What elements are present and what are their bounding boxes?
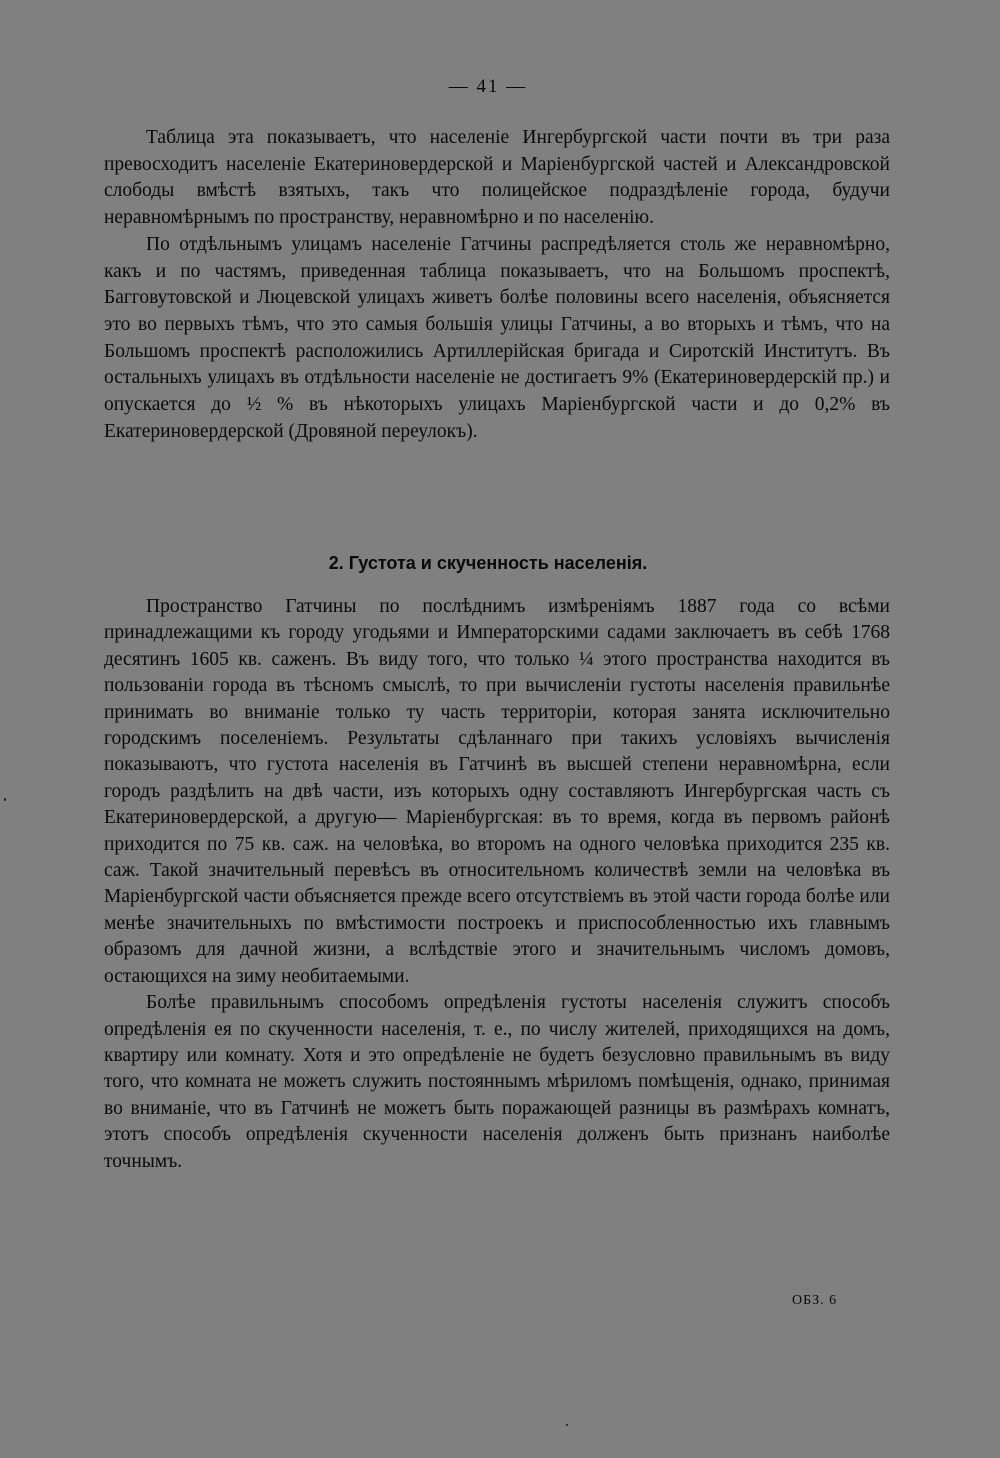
body-text-section [104, 594, 890, 1175]
page-number: — 41 — [448, 76, 528, 97]
signature-mark: ОБЗ. 6 [792, 1293, 838, 1308]
paragraph: Болѣе правильнымъ способомъ опредѣленія густоты населенія служитъ способъ опредѣленія ея по скученности населенія, т. е., по числу жителей, приходящихся на домъ, квартиру или комнату. Хотя и это опредѣленіе не будетъ безусловно правильнымъ въ виду того, что комната не можетъ служить постояннымъ мѣриломъ помѣщенія, однако, принимая во вниманіе, что въ Гатчинѣ не можетъ быть поражающей разницы въ размѣрахъ комнатъ, этотъ способъ опредѣленія скученности населенія долженъ быть признанъ наиболѣе точнымъ. [104, 992, 890, 1172]
paragraph: По отдѣльнымъ улицамъ населеніе Гатчины распредѣляется столь же неравномѣрно, какъ и по частямъ, приведенная таблица показываетъ, что на Большомъ проспектѣ, Багговутовской и Люцевской улицахъ живетъ болѣе половины всего населенія, объясняется это во первыхъ тѣмъ, что это самыя большія улицы Гатчины, а во вторыхъ и тѣмъ, что на Большомъ проспектѣ расположились Артиллерійская бригада и Сиротскій Институтъ. Въ остальныхъ улицахъ въ отдѣльности населеніе не достигаетъ 9% (Екатериновердерскій пр.) и опускается до ½ % въ нѣкоторыхъ улицахъ Маріенбургской части и до 0,2% въ Екатериновердерской (Дровяной переулокъ). [104, 233, 890, 442]
scan-speck [4, 798, 6, 801]
scan-speck [566, 1424, 568, 1426]
paragraph: Таблица эта показываетъ, что населеніе Ингербургской части почти въ три раза превосходитъ населеніе Екатериновердерской и Маріенбургской частей и Александровской слободы вмѣстѣ взятыхъ, такъ что полицейское подраздѣленіе города, будучи неравномѣрнымъ по пространству, неравномѣрно и по населенію. [104, 127, 890, 229]
section-heading: 2. Густота и скученность населенія. [328, 553, 648, 573]
paragraph: Пространство Гатчины по послѣднимъ измѣреніямъ 1887 года со всѣми принадлежащими къ городу угодьями и Императорскими садами заключаетъ въ себѣ 1768 десятинъ 1605 кв. саженъ. Въ виду того, что только ¼ этого пространства находится въ пользованіи города въ тѣсномъ смыслѣ, то при вычисленіи густоты населенія правильнѣе принимать во вниманіе только ту часть территоріи, которая занята исключительно городскимъ поселеніемъ. Результаты сдѣланнаго при такихъ условіяхъ вычисленія показываютъ, что густота населенія въ Гатчинѣ въ высшей степени неравномѣрна, если городъ раздѣлить на двѣ части, изъ которыхъ одну составляютъ Ингербургская часть съ Екатериновердерской, а другую— Маріенбургская: въ то время, когда въ первомъ районѣ приходится по 75 кв. саж. на человѣка, во второмъ на одного человѣка приходится 235 кв. саж. Такой значительный перевѣсъ въ относительномъ количествѣ земли на человѣка въ Маріенбургской части объясняется прежде всего отсутствіемъ въ этой части города болѣе или менѣе значительныхъ по вмѣстимости построекъ и приспособленностью ихъ главнымъ образомъ для дачной жизни, а вслѣдствіе этого и значительнымъ числомъ домовъ, остающихся на зиму необитаемыми. [104, 596, 890, 987]
body-text-intro [104, 125, 890, 445]
